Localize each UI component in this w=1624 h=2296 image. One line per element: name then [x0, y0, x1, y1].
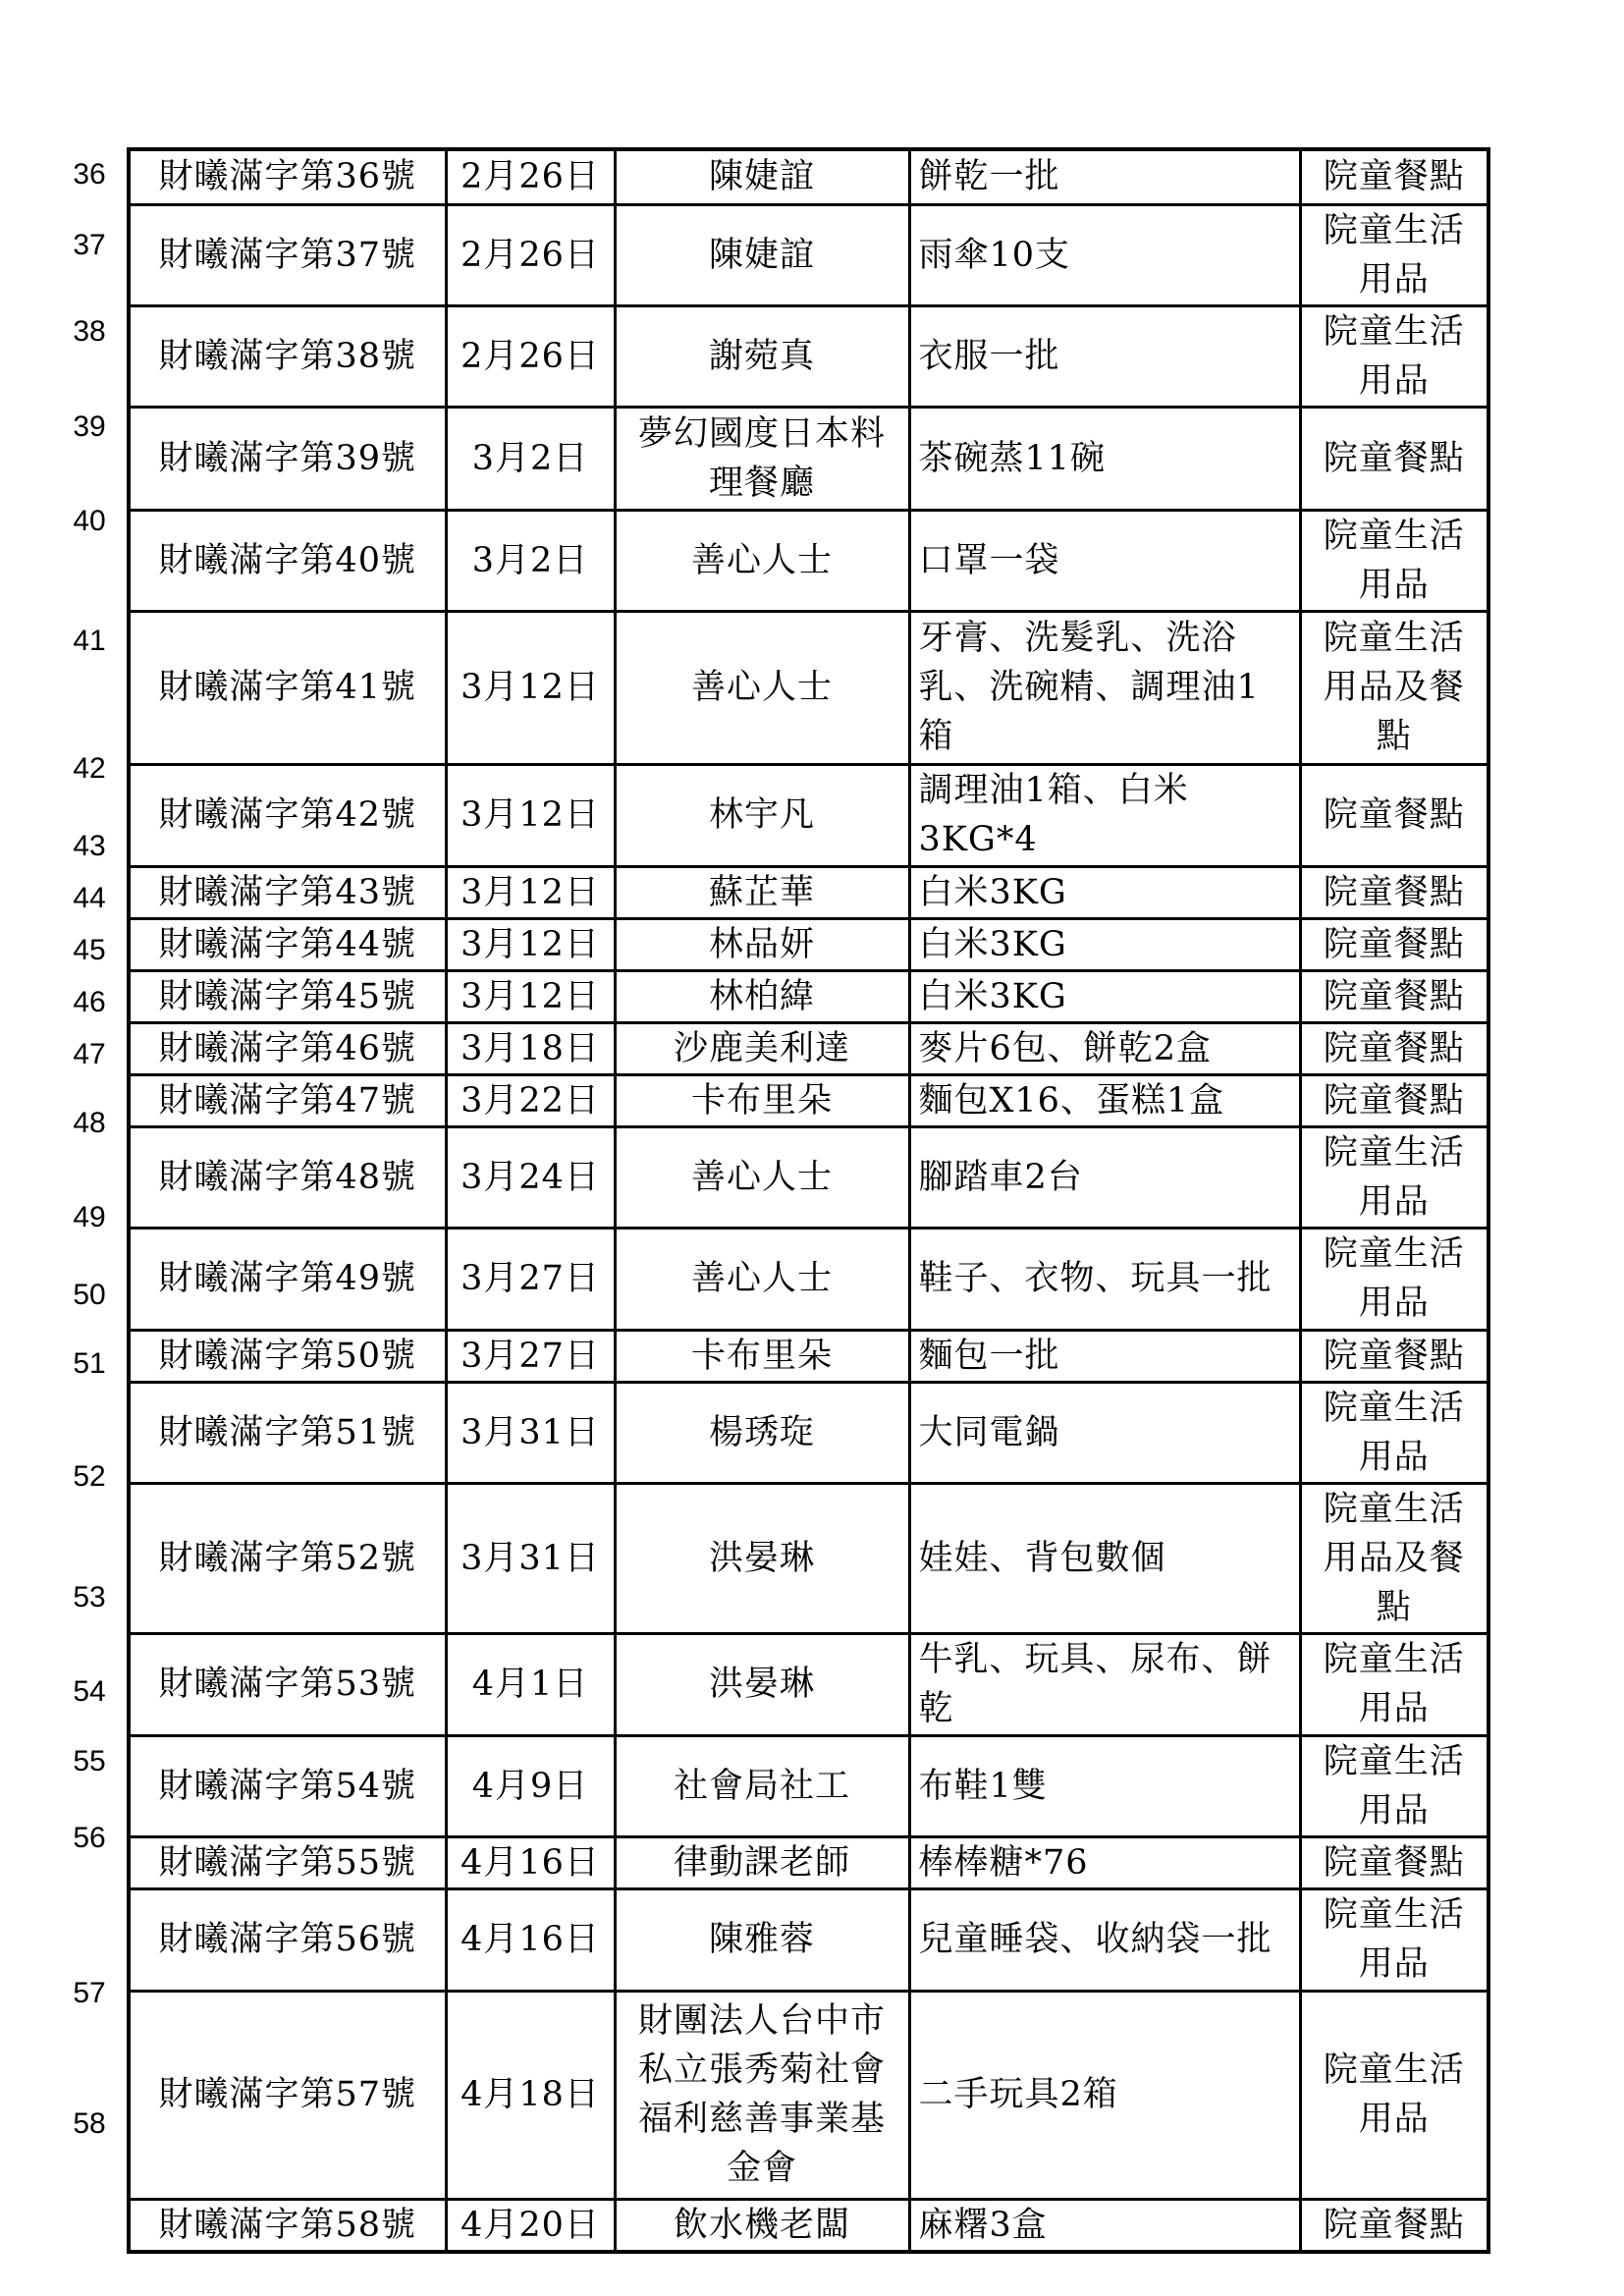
donor-name: 善心人士: [615, 1228, 909, 1330]
donated-items: 大同電鍋: [909, 1382, 1300, 1483]
donation-purpose: 院童生活用品及餐點: [1300, 1483, 1489, 1633]
row-number: 58: [73, 2106, 106, 2140]
donation-date: 2月26日: [446, 149, 615, 204]
donation-reference-number: 財曦滿字第43號: [129, 866, 446, 918]
donation-date: 3月12日: [446, 866, 615, 918]
donated-items: 茶碗蒸11碗: [909, 407, 1300, 510]
donated-items: 調理油1箱、白米3KG*4: [909, 764, 1300, 866]
donation-reference-number: 財曦滿字第54號: [129, 1735, 446, 1836]
donor-name: 夢幻國度日本料理餐廳: [615, 407, 909, 510]
donation-date: 4月9日: [446, 1735, 615, 1836]
table-row: [129, 1888, 1489, 1991]
donation-purpose: 院童餐點: [1300, 1330, 1489, 1382]
donor-name: 律動課老師: [615, 1836, 909, 1888]
donation-reference-number: 財曦滿字第58號: [129, 2199, 446, 2252]
donation-reference-number: 財曦滿字第41號: [129, 611, 446, 764]
row-number: 40: [73, 505, 106, 537]
table-row: [129, 970, 1489, 1022]
donation-reference-number: 財曦滿字第51號: [129, 1382, 446, 1483]
donor-name: 卡布里朵: [615, 1074, 909, 1126]
row-number: 53: [73, 1581, 106, 1613]
donation-date: 3月12日: [446, 611, 615, 764]
table-row: [129, 1074, 1489, 1126]
donation-date: 4月20日: [446, 2199, 615, 2252]
donation-purpose: 院童餐點: [1300, 1022, 1489, 1074]
donor-name: 林宇凡: [615, 764, 909, 866]
donor-name: 財團法人台中市私立張秀菊社會福利慈善事業基金會: [615, 1991, 909, 2199]
donation-date: 2月26日: [446, 305, 615, 407]
row-number: 37: [73, 229, 106, 261]
table-row: [129, 1382, 1489, 1483]
donation-reference-number: 財曦滿字第36號: [129, 149, 446, 204]
donor-name: 蘇芷華: [615, 866, 909, 918]
row-number: 44: [73, 881, 106, 914]
row-number: 46: [73, 985, 106, 1018]
donor-name: 陳雅蓉: [615, 1888, 909, 1991]
row-number: 42: [73, 752, 106, 785]
row-number: 57: [73, 1977, 106, 2009]
row-number: 48: [73, 1107, 106, 1139]
donor-name: 林品妍: [615, 918, 909, 970]
table-row: [129, 1228, 1489, 1330]
donor-name: 沙鹿美利達: [615, 1022, 909, 1074]
donation-purpose: 院童生活用品: [1300, 204, 1489, 305]
donated-items: 麵包X16、蛋糕1盒: [909, 1074, 1300, 1126]
table-row: [129, 1735, 1489, 1836]
table-row: [129, 1633, 1489, 1735]
row-number: 39: [73, 410, 106, 443]
donation-reference-number: 財曦滿字第37號: [129, 204, 446, 305]
donation-reference-number: 財曦滿字第47號: [129, 1074, 446, 1126]
donation-reference-number: 財曦滿字第42號: [129, 764, 446, 866]
row-number: 51: [73, 1347, 106, 1380]
donation-date: 3月18日: [446, 1022, 615, 1074]
table-row: [129, 1483, 1489, 1633]
donation-reference-number: 財曦滿字第49號: [129, 1228, 446, 1330]
donation-date: 3月31日: [446, 1382, 615, 1483]
table-row: [129, 764, 1489, 866]
donation-purpose: 院童餐點: [1300, 970, 1489, 1022]
donation-purpose: 院童餐點: [1300, 1836, 1489, 1888]
donation-date: 3月24日: [446, 1126, 615, 1228]
donated-items: 衣服一批: [909, 305, 1300, 407]
donation-purpose: 院童餐點: [1300, 764, 1489, 866]
donation-date: 3月31日: [446, 1483, 615, 1633]
donated-items: 雨傘10支: [909, 204, 1300, 305]
donation-purpose: 院童餐點: [1300, 866, 1489, 918]
donation-date: 4月16日: [446, 1888, 615, 1991]
donation-purpose: 院童生活用品: [1300, 1126, 1489, 1228]
table-row: [129, 866, 1489, 918]
row-number: 49: [73, 1201, 106, 1233]
table-row: [129, 204, 1489, 305]
donation-reference-number: 財曦滿字第57號: [129, 1991, 446, 2199]
table-row: [129, 2199, 1489, 2252]
table-row: [129, 1991, 1489, 2199]
donor-name: 陳婕誼: [615, 149, 909, 204]
donation-reference-number: 財曦滿字第48號: [129, 1126, 446, 1228]
donation-date: 4月18日: [446, 1991, 615, 2199]
donated-items: 牙膏、洗髮乳、洗浴乳、洗碗精、調理油1箱: [909, 611, 1300, 764]
donation-reference-number: 財曦滿字第45號: [129, 970, 446, 1022]
donation-purpose: 院童餐點: [1300, 918, 1489, 970]
donation-reference-number: 財曦滿字第55號: [129, 1836, 446, 1888]
donation-purpose: 院童餐點: [1300, 1074, 1489, 1126]
donation-purpose: 院童生活用品: [1300, 1228, 1489, 1330]
donated-items: 娃娃、背包數個: [909, 1483, 1300, 1633]
donated-items: 白米3KG: [909, 918, 1300, 970]
donated-items: 口罩一袋: [909, 510, 1300, 611]
table-row: [129, 149, 1489, 204]
donation-purpose: 院童生活用品及餐點: [1300, 611, 1489, 764]
donated-items: 餅乾一批: [909, 149, 1300, 204]
donation-date: 3月2日: [446, 510, 615, 611]
donation-date: 3月27日: [446, 1330, 615, 1382]
donation-reference-number: 財曦滿字第40號: [129, 510, 446, 611]
row-number: 38: [73, 315, 106, 348]
donation-purpose: 院童生活用品: [1300, 1888, 1489, 1991]
donor-name: 陳婕誼: [615, 204, 909, 305]
donation-date: 3月22日: [446, 1074, 615, 1126]
donation-reference-number: 財曦滿字第44號: [129, 918, 446, 970]
donation-date: 3月2日: [446, 407, 615, 510]
donated-items: 兒童睡袋、收納袋一批: [909, 1888, 1300, 1991]
row-number: 41: [73, 625, 106, 657]
donation-purpose: 院童生活用品: [1300, 1382, 1489, 1483]
donated-items: 棒棒糖*76: [909, 1836, 1300, 1888]
donation-table: [127, 147, 1490, 2254]
donor-name: 社會局社工: [615, 1735, 909, 1836]
donation-purpose: 院童餐點: [1300, 149, 1489, 204]
table-row: [129, 407, 1489, 510]
row-number: 56: [73, 1822, 106, 1854]
row-number: 55: [73, 1744, 106, 1777]
donor-name: 謝菀真: [615, 305, 909, 407]
donation-reference-number: 財曦滿字第46號: [129, 1022, 446, 1074]
donor-name: 善心人士: [615, 510, 909, 611]
row-number: 54: [73, 1675, 106, 1708]
donated-items: 白米3KG: [909, 970, 1300, 1022]
donation-purpose: 院童餐點: [1300, 407, 1489, 510]
donation-reference-number: 財曦滿字第39號: [129, 407, 446, 510]
donation-purpose: 院童餐點: [1300, 2199, 1489, 2252]
donated-items: 腳踏車2台: [909, 1126, 1300, 1228]
donation-reference-number: 財曦滿字第56號: [129, 1888, 446, 1991]
row-number: 52: [73, 1460, 106, 1493]
table-row: [129, 1022, 1489, 1074]
table-row: [129, 510, 1489, 611]
donor-name: 楊琇琁: [615, 1382, 909, 1483]
donation-date: 3月12日: [446, 918, 615, 970]
donation-reference-number: 財曦滿字第52號: [129, 1483, 446, 1633]
donated-items: 鞋子、衣物、玩具一批: [909, 1228, 1300, 1330]
donation-reference-number: 財曦滿字第53號: [129, 1633, 446, 1735]
row-number: 43: [73, 829, 106, 862]
donation-date: 4月16日: [446, 1836, 615, 1888]
donated-items: 麻糬3盒: [909, 2199, 1300, 2252]
donor-name: 善心人士: [615, 1126, 909, 1228]
donated-items: 布鞋1雙: [909, 1735, 1300, 1836]
donation-date: 2月26日: [446, 204, 615, 305]
row-number: 47: [73, 1037, 106, 1070]
table-row: [129, 918, 1489, 970]
donation-reference-number: 財曦滿字第50號: [129, 1330, 446, 1382]
donated-items: 麥片6包、餅乾2盒: [909, 1022, 1300, 1074]
table-row: [129, 611, 1489, 764]
donated-items: 白米3KG: [909, 866, 1300, 918]
donation-date: 3月12日: [446, 764, 615, 866]
row-number: 50: [73, 1278, 106, 1311]
donation-date: 4月1日: [446, 1633, 615, 1735]
table-row: [129, 1330, 1489, 1382]
table-row: [129, 1836, 1489, 1888]
table-row: [129, 1126, 1489, 1228]
donation-date: 3月27日: [446, 1228, 615, 1330]
donation-purpose: 院童生活用品: [1300, 510, 1489, 611]
donation-table-body: [129, 149, 1489, 2252]
donor-name: 善心人士: [615, 611, 909, 764]
donation-reference-number: 財曦滿字第38號: [129, 305, 446, 407]
donated-items: 麵包一批: [909, 1330, 1300, 1382]
row-number: 45: [73, 933, 106, 966]
donor-name: 林柏緯: [615, 970, 909, 1022]
donation-purpose: 院童生活用品: [1300, 1991, 1489, 2199]
donation-date: 3月12日: [446, 970, 615, 1022]
donation-purpose: 院童生活用品: [1300, 1633, 1489, 1735]
donor-name: 飲水機老闆: [615, 2199, 909, 2252]
table-row: [129, 305, 1489, 407]
donor-name: 洪晏琳: [615, 1483, 909, 1633]
donation-purpose: 院童生活用品: [1300, 1735, 1489, 1836]
donated-items: 牛乳、玩具、尿布、餅乾: [909, 1633, 1300, 1735]
row-number: 36: [73, 158, 106, 191]
donor-name: 洪晏琳: [615, 1633, 909, 1735]
donation-purpose: 院童生活用品: [1300, 305, 1489, 407]
donor-name: 卡布里朵: [615, 1330, 909, 1382]
donated-items: 二手玩具2箱: [909, 1991, 1300, 2199]
